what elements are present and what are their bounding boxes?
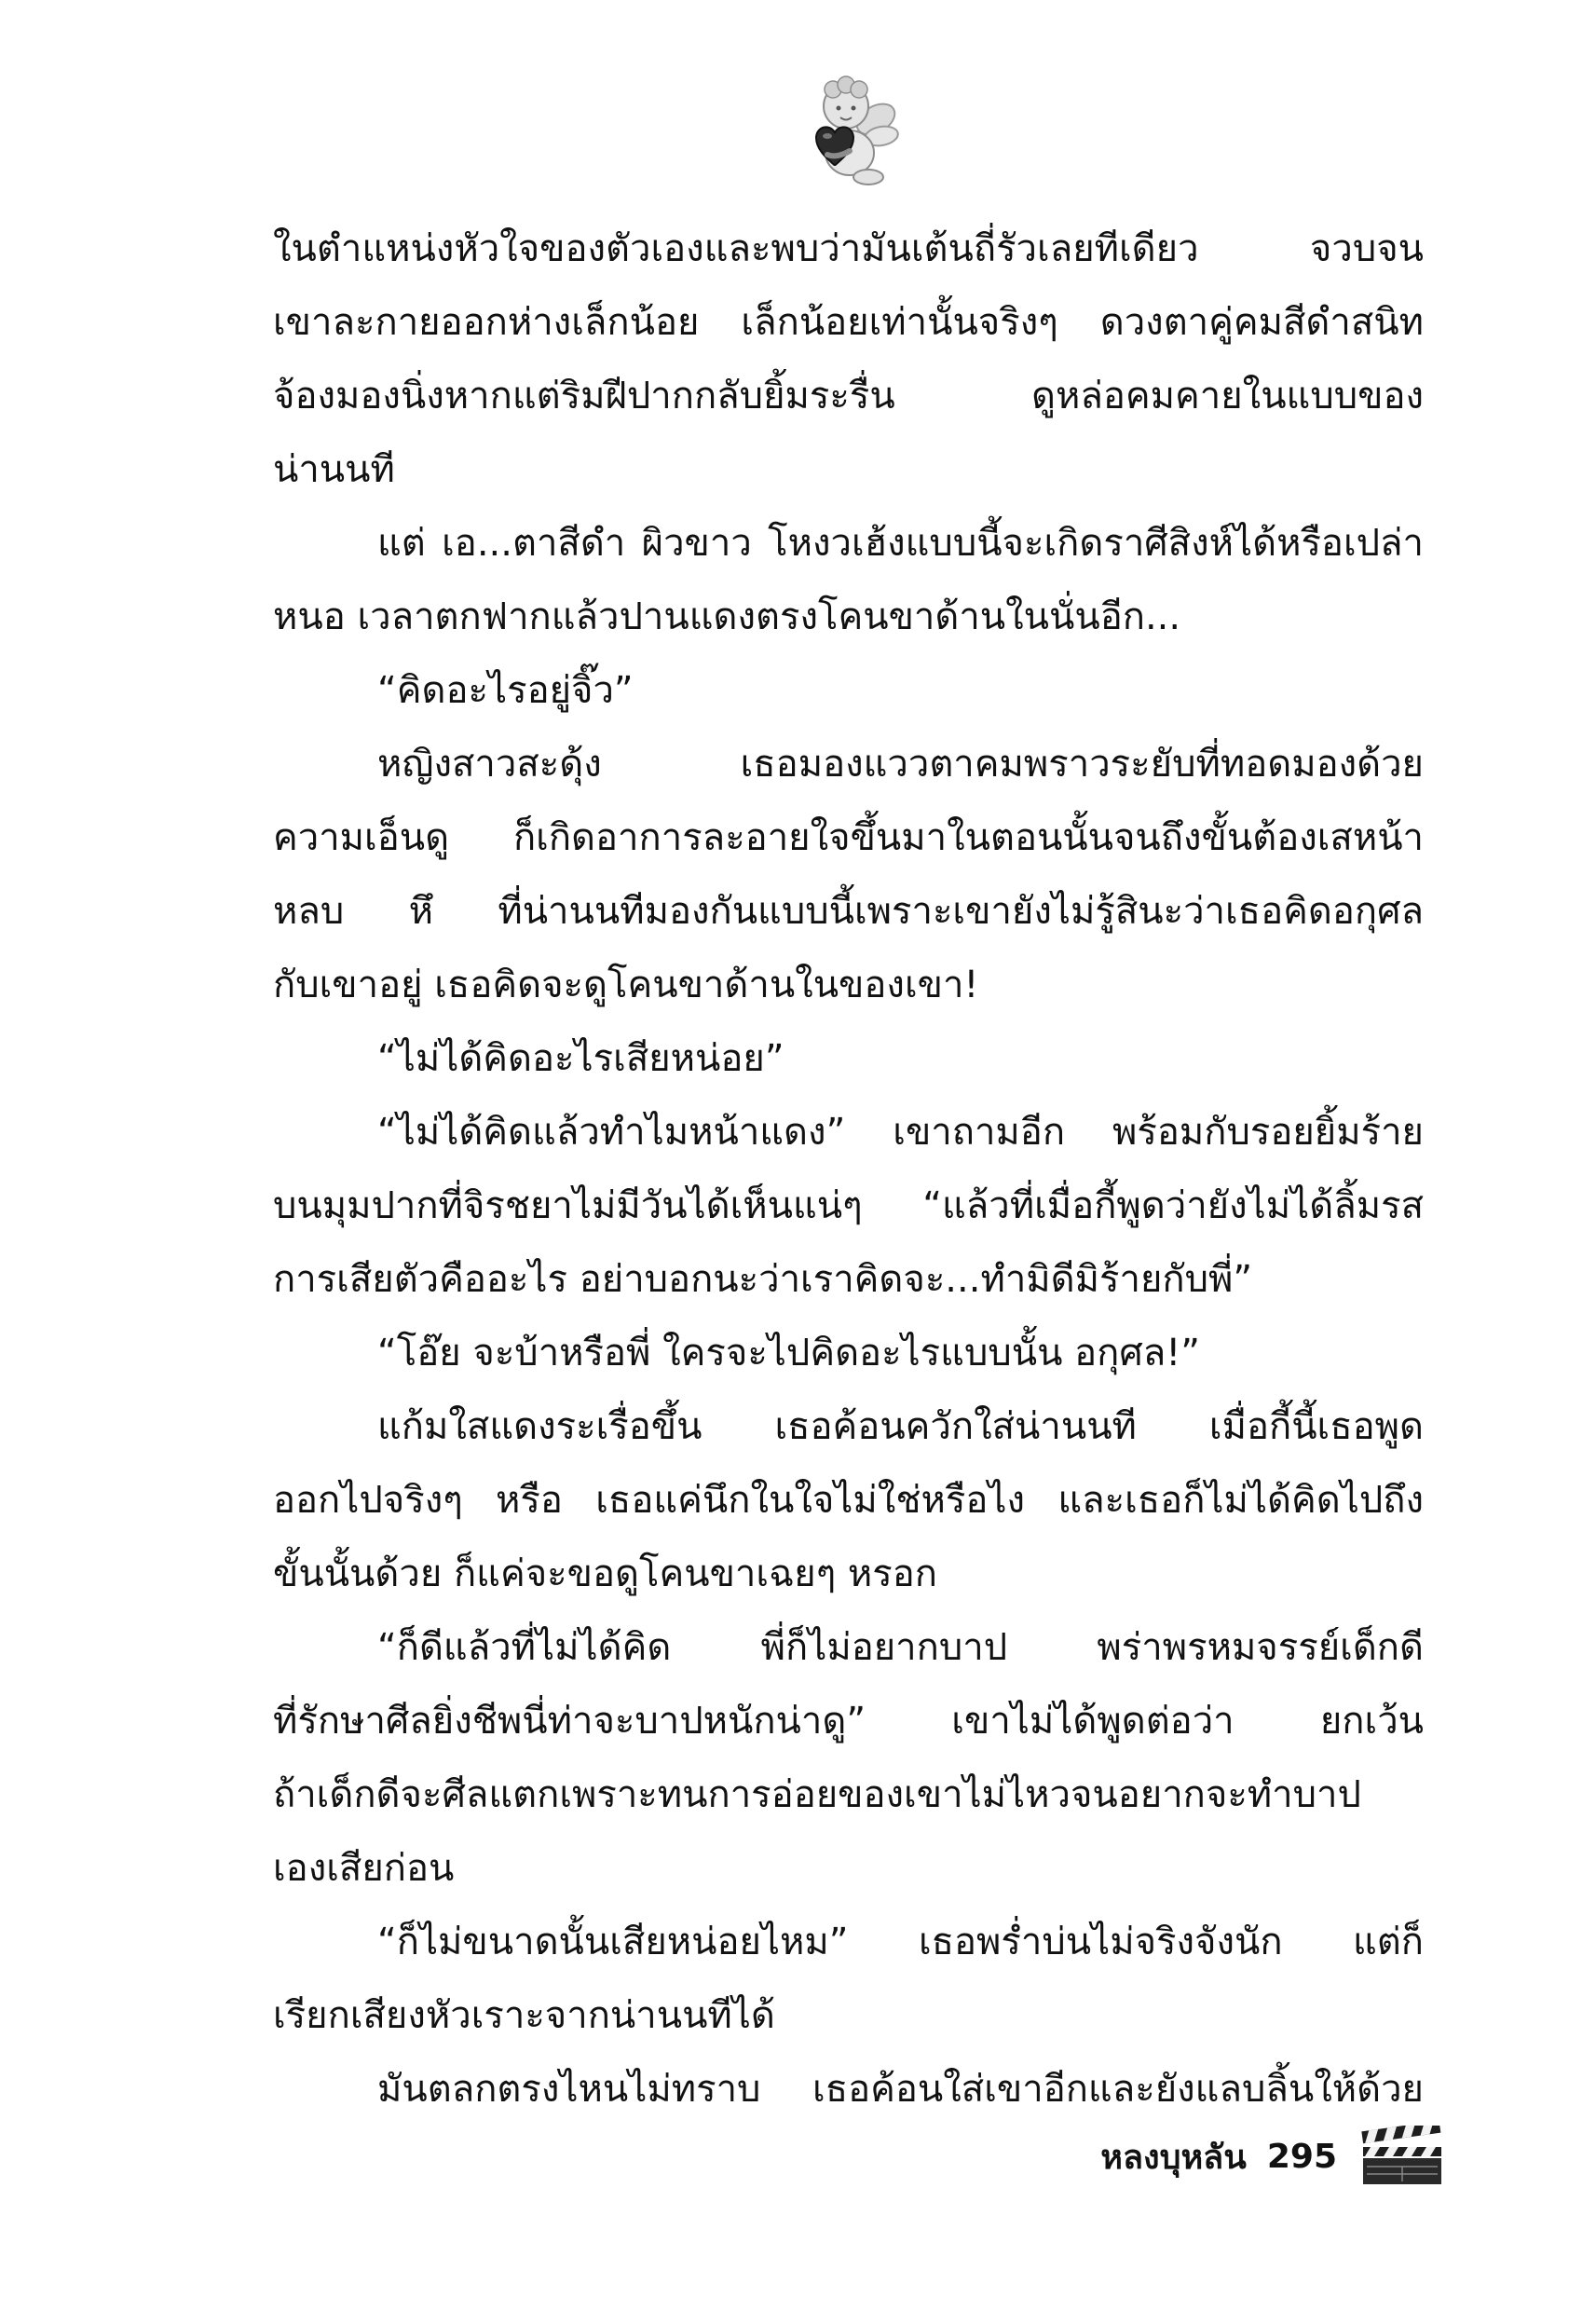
text-line: “ไม่ได้คิดแล้วทำไมหน้าแดง” เขาถามอีก พร้อมกับรอยยิ้มร้าย <box>377 1111 1424 1154</box>
text-line: แต่ เอ...ตาสีดำ ผิวขาว โหงวเฮ้งแบบนี้จะเกิดราศีสิงห์ได้หรือเปล่า <box>377 522 1424 565</box>
text-line: เขาละกายออกห่างเล็กน้อย เล็กน้อยเท่านั้นจริงๆ ดวงตาคู่คมสีดำสนิท <box>273 301 1424 344</box>
text-line: แก้มใสแดงระเรื่อขึ้น เธอค้อนควักใส่น่านนที เมื่อกี้นี้เธอพูด <box>377 1405 1424 1448</box>
page-number: 295 <box>1266 2137 1337 2176</box>
book-title: หลงบุหลัน <box>1100 2138 1247 2177</box>
text-line: “ไม่ได้คิดอะไรเสียหน่อย” <box>377 1037 784 1080</box>
text-line: ที่รักษาศีลยิ่งชีพนี่ท่าจะบาปหนักน่าดู” เขาไม่ได้พูดต่อว่า ยกเว้น <box>273 1700 1424 1743</box>
text-line: หนอ เวลาตกฟากแล้วปานแดงตรงโคนขาด้านในนั่นอีก... <box>273 595 1181 638</box>
text-line: ในตำแหน่งหัวใจของตัวเองและพบว่ามันเต้นถี่รัวเลยทีเดียว จวบจน <box>273 227 1424 270</box>
text-line: ออกไปจริงๆ หรือ เธอแค่นึกในใจไม่ใช่หรือไง และเธอก็ไม่ได้คิดไปถึง <box>273 1479 1424 1522</box>
text-line: “ก็ดีแล้วที่ไม่ได้คิด พี่ก็ไม่อยากบาป พร่าพรหมจรรย์เด็กดี <box>377 1626 1424 1669</box>
text-line: “ก็ไม่ขนาดนั้นเสียหน่อยไหม” เธอพร่ำบ่นไม่จริงจังนัก แต่ก็ <box>377 1921 1424 1963</box>
text-line: “คิดอะไรอยู่จิ๊ว” <box>377 669 634 712</box>
text-line: น่านนที <box>273 448 395 491</box>
text-line: กับเขาอยู่ เธอคิดจะดูโคนขาด้านในของเขา! <box>273 964 979 1006</box>
page-body <box>273 212 1424 2126</box>
text-line: เรียกเสียงหัวเราะจากน่านนทีได้ <box>273 1994 775 2037</box>
text-line: ถ้าเด็กดีจะศีลแตกเพราะทนการอ่อยของเขาไม่ไหวจนอยากจะทำบาป <box>273 1773 1361 1816</box>
text-line: มันตลกตรงไหนไม่ทราบ เธอค้อนใส่เขาอีกและยังแลบลิ้นให้ด้วย <box>377 2068 1424 2111</box>
clapperboard-icon <box>1357 2126 1447 2187</box>
text-line: บนมุมปากที่จิรชยาไม่มีวันได้เห็นแน่ๆ “แล้วที่เมื่อกี้พูดว่ายังไม่ได้ลิ้มรส <box>273 1184 1424 1227</box>
text-line: “โอ๊ย จะบ้าหรือพี่ ใครจะไปคิดอะไรแบบนั้น อกุศล!” <box>377 1332 1201 1374</box>
text-line: หลบ หึ ที่น่านนทีมองกันแบบนี้เพราะเขายังไม่รู้สินะว่าเธอคิดอกุศล <box>273 890 1424 933</box>
page-footer <box>1100 2123 1447 2190</box>
text-line: จ้องมองนิ่งหากแต่ริมฝีปากกลับยิ้มระรื่น ดูหล่อคมคายในแบบของ <box>273 375 1424 417</box>
cupid-heart-icon <box>771 62 911 201</box>
text-line: การเสียตัวคืออะไร อย่าบอกนะว่าเราคิดจะ...ทำมิดีมิร้ายกับพี่” <box>273 1258 1253 1301</box>
text-line: ขั้นนั้นด้วย ก็แค่จะขอดูโคนขาเฉยๆ หรอก <box>273 1552 938 1595</box>
text-line: เองเสียก่อน <box>273 1847 455 1890</box>
text-line: หญิงสาวสะดุ้ง เธอมองแววตาคมพราวระยับที่ทอดมองด้วย <box>377 743 1424 786</box>
text-line: ความเอ็นดู ก็เกิดอาการละอายใจขึ้นมาในตอนนั้นจนถึงขั้นต้องเสหน้า <box>273 816 1424 859</box>
